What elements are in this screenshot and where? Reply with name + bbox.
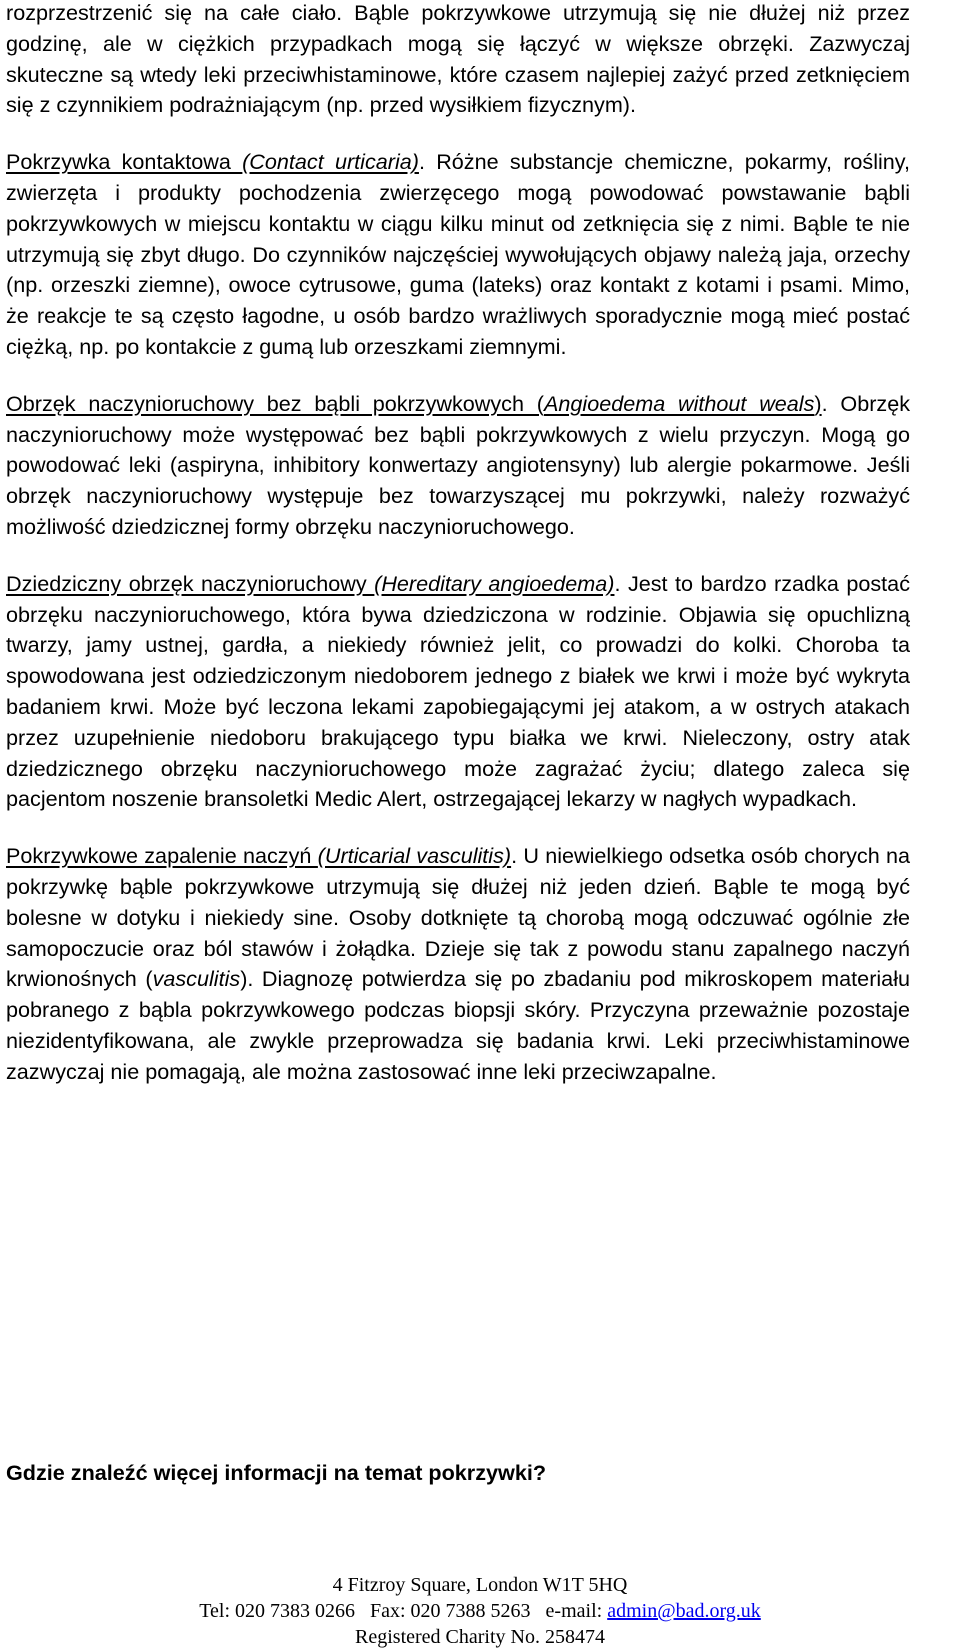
section-heading-more-info: Gdzie znaleźć więcej informacji na temat pokrzywki? (6, 1460, 547, 1485)
section-title-angioedema-without-weals (6, 391, 822, 416)
paragraph-text: . Obrzęk naczynioruchowy może występować bez bąbli pokrzywkowych z wielu przyczyn. Mogą go powodować leki (aspiryna, inhibitory konwertazy angiotensyny) lub alergie pokarmowe. Jeśli obrzęk naczynioruchowy występuje bez towarzyszącej mu pokrzywki, należy rozważyć możliwość dziedzicznej formy obrzęku naczynioruchowego. (6, 390, 911, 539)
footer-contact-text: Tel: 020 7383 0266 Fax: 020 7388 5263 e-mail: (199, 1600, 608, 1622)
section-title-text: Pokrzywka kontaktowa (6, 149, 243, 175)
section-title-latin: Angioedema without weals (543, 390, 815, 416)
paragraph-urticarial-vasculitis (6, 841, 910, 1087)
footer (0, 1572, 960, 1650)
paragraph-text: . Różne substancje chemiczne, pokarmy, rośliny, zwierzęta i produkty pochodzenia zwierzęcego mogą powodować powstawanie bąbli pokrzywkowych w miejscu kontaktu w ciągu kilku minut od zetknięcia się z nimi. Bąble te nie utrzymują się zbyt długo. Do czynników najczęściej wywołujących objawy należą jaja, orzechy (np. orzeszki ziemne), owoce cytrusowe, guma (lateks) oraz kontakt z kotami i psami. Mimo, że reakcje te są często łagodne, u osób bardzo wrażliwych sporadycznie mogą mieć postać ciężką, np. po kontakcie z gumą lub orzeszkami ziemnymi. (6, 149, 910, 359)
section-title-hereditary-angioedema (6, 571, 614, 596)
section-title-text: Dziedziczny obrzęk naczynioruchowy (6, 570, 375, 596)
section-title-text: Pokrzywkowe zapalenie naczyń (6, 843, 318, 869)
section-title-contact-urticaria (6, 149, 419, 174)
section-title-latin: (Hereditary angioedema) (374, 570, 615, 596)
paragraph-hereditary-angioedema (6, 569, 910, 815)
paragraph-text: rozprzestrzenić się na całe ciało. Bąble pokrzywkowe utrzymują się nie dłużej niż przez godzinę, ale w ciężkich przypadkach mogą się łączyć w większe obrzęki. Zazwyczaj skuteczne są wtedy leki przeciwhistaminowe, które czasem najlepiej zażyć przed zetknięciem się z czynnikiem podrażniającym (np. przed wysiłkiem fizycznym). (6, 0, 910, 118)
section-title-latin: (Contact urticaria) (242, 149, 419, 175)
paragraph-latin-term: vasculitis (152, 966, 241, 992)
paragraph-contact-urticaria (6, 147, 910, 363)
section-title-text: Obrzęk naczynioruchowy bez bąbli pokrzywkowych ( (6, 390, 544, 416)
paragraph-angioedema-without-weals (6, 389, 910, 543)
section-title-latin: (Urticarial vasculitis) (317, 843, 512, 869)
section-title-urticarial-vasculitis (6, 843, 511, 868)
paragraph-text: . Jest to bardzo rzadka postać obrzęku naczynioruchowego, która bywa dziedziczona w rodzinie. Objawia się opuchlizną twarzy, jamy ustnej, gardła, a niekiedy również jelit, co prowadzi do kolki. Choroba ta spowodowana jest odziedziczonym niedoborem jednego z białek we krwi i może być wykryta badaniem krwi. Może być leczona lekami zapobiegającymi jej atakom, a w ostrych atakach przez uzupełnienie niedoboru brakującego typu białka we krwi. Nieleczony, ostry atak dziedzicznego obrzęku naczynioruchowego może zagrażać życiu; dlatego zaleca się pacjentom noszenie bransoletki Medic Alert, ostrzegającej lekarzy w nagłych wypadkach. (6, 570, 910, 812)
paragraph-intro-continuation (6, 0, 910, 121)
footer-contact (0, 1598, 960, 1624)
email-link[interactable]: admin@bad.org.uk (607, 1600, 761, 1622)
paragraph-text: . U niewielkiego odsetka osób chorych na pokrzywkę bąble pokrzywkowe utrzymują się dłużej niż jeden dzień. Bąble te mogą być bolesne w dotyku i niekiedy sine. Osoby dotknięte tą chorobą mogą odczuwać ogólnie złe samopoczucie oraz ból stawów i żołądka. Dzieje się tak z powodu stanu zapalnego naczyń krwionośnych ( (6, 843, 910, 992)
paragraph-text-continued: ). Diagnozę potwierdza się po zbadaniu pod mikroskopem materiału pobranego z bąbla pokrzywkowego podczas biopsji skóry. Przyczyna przeważnie pozostaje niezidentyfikowana, ale zwykle przeprowadza się badania krwi. Leki przeciwhistaminowe zazwyczaj nie pomagają, ale można zastosować inne leki przeciwzapalne. (6, 966, 910, 1084)
section-title-close: ) (814, 390, 822, 416)
footer-charity: Registered Charity No. 258474 (355, 1626, 605, 1648)
document-body (6, 0, 910, 1088)
footer-address: 4 Fitzroy Square, London W1T 5HQ (332, 1574, 628, 1596)
